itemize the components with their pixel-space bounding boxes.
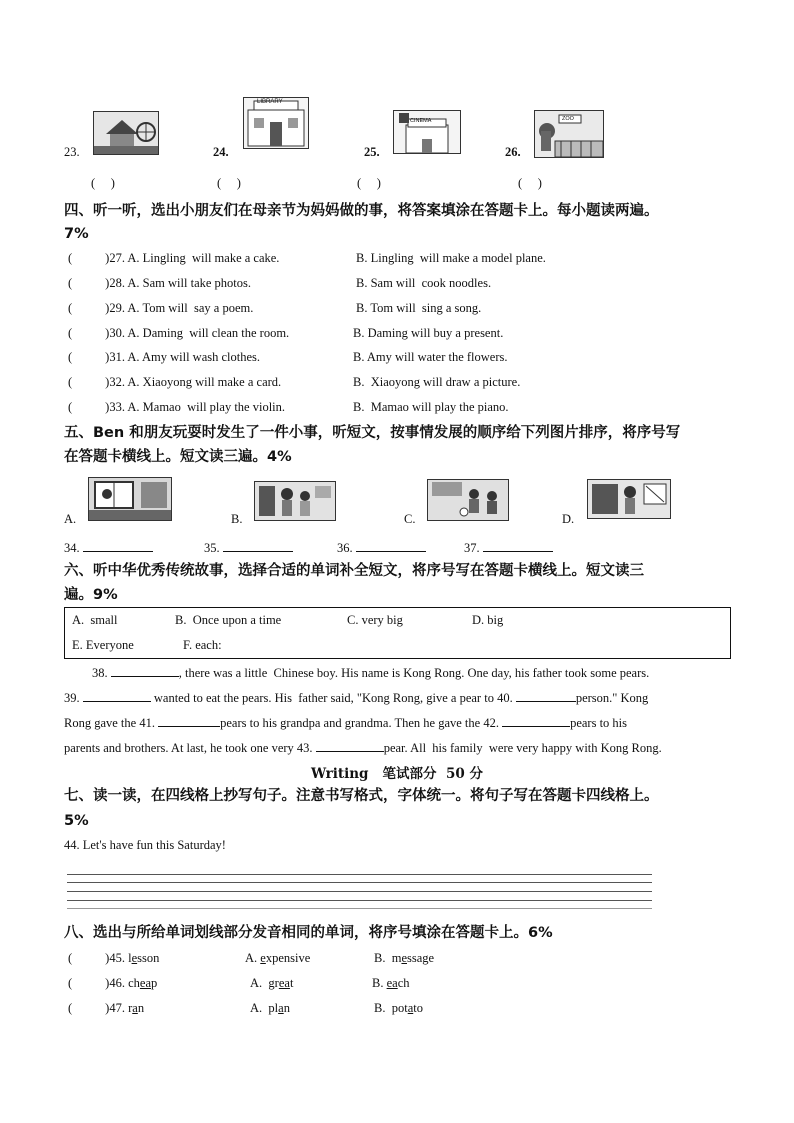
section7-points: 5% [64, 813, 89, 829]
passage-line-4: parents and brothers. At last, he took one very 43. pear. All his family were very happy with Kong Rong. [64, 741, 662, 755]
picture-d-broken-window [587, 479, 671, 519]
list-item: ( )47. ran [68, 1001, 145, 1015]
option-a: A. small [72, 613, 118, 627]
answer-blank-41[interactable] [158, 714, 220, 727]
list-item [68, 251, 279, 266]
answer-paren[interactable]: ( [68, 276, 73, 290]
answer-blank-38[interactable] [111, 664, 179, 677]
picture-label-a: A. [64, 512, 77, 526]
picture-23-park [93, 111, 159, 155]
picture-label-b: B. [231, 512, 243, 526]
section7-title: 七、读一读，在四线格上抄写句子。注意书写格式，字体统一。将句子写在答题卡四线格上。 [64, 788, 659, 804]
answer-paren-26[interactable]: ( ) [518, 176, 542, 190]
grid-line [67, 900, 652, 901]
section5-title-line2: 在答题卡横线上。短文读三遍。4% [64, 449, 292, 465]
section6-title-line2: 遍。9% [64, 587, 118, 603]
section8-title: 八、选出与所给单词划线部分发音相同的单词，将序号填涂在答题卡上。6% [64, 925, 553, 941]
writing-header: Writing 笔试部分 50 分 [311, 766, 483, 782]
answer-paren-23[interactable]: ( ) [91, 176, 115, 190]
section4-title: 四、听一听，选出小朋友们在母亲节为妈妈做的事，将答案填涂在答题卡上。每小题读两遍。 [64, 203, 659, 219]
picture-25-cinema [393, 110, 461, 154]
picture-b-kids [254, 481, 336, 521]
picture-label-c: C. [404, 512, 416, 526]
option-d: D. big [472, 613, 504, 627]
option-b: B. potato [374, 1001, 423, 1015]
answer-paren[interactable]: ( [68, 350, 73, 364]
list-item [68, 276, 251, 291]
picture-c-football [427, 479, 509, 521]
list-item [68, 326, 289, 341]
passage-line-2: 39. wanted to eat the pears. His father said, "Kong Rong, give a pear to 40. person." Kong [64, 691, 649, 705]
option-b: B. Sam will cook noodles. [356, 276, 492, 290]
answer-paren[interactable]: ( [68, 976, 73, 990]
option-a: )30. A. Daming will clean the room. [105, 326, 290, 340]
item-number-26: 26. [505, 145, 521, 159]
item-number-24: 24. [213, 145, 229, 159]
copy-sentence: 44. Let's have fun this Saturday! [64, 838, 226, 852]
option-a: )33. A. Mamao will play the violin. [105, 400, 286, 414]
option-f: F. each: [183, 638, 222, 652]
section5-title-line1: 五、Ben 和朋友玩耍时发生了一件小事，听短文，按事情发展的顺序给下列图片排序，将序号写 [64, 425, 681, 441]
option-b: B. each [372, 976, 410, 990]
answer-blank[interactable] [356, 539, 426, 552]
list-item [68, 375, 281, 390]
list-item [68, 301, 253, 316]
option-b: B. Lingling will make a model plane. [356, 251, 546, 265]
answer-paren-24[interactable]: ( ) [217, 176, 241, 190]
answer-37: 37. [464, 539, 553, 556]
option-b: B. Mamao will play the piano. [353, 400, 509, 414]
picture-a-window [88, 477, 172, 521]
cinema-sign: CINEMA [410, 118, 432, 124]
option-b: B. Daming will buy a present. [353, 326, 504, 340]
passage-line-3: Rong gave the 41. pears to his grandpa and grandma. Then he gave the 42. pears to his [64, 716, 628, 730]
list-item: ( )45. lesson [68, 951, 160, 965]
option-b: B. Xiaoyong will draw a picture. [353, 375, 521, 389]
list-item [68, 400, 285, 415]
answer-paren[interactable]: ( [68, 375, 73, 389]
answer-blank[interactable] [83, 539, 153, 552]
answer-blank[interactable] [223, 539, 293, 552]
option-a: A. plan [250, 1001, 290, 1015]
option-a: )31. A. Amy will wash clothes. [105, 350, 261, 364]
answer-paren[interactable]: ( [68, 400, 73, 414]
answer-blank-42[interactable] [502, 714, 570, 727]
answer-34: 34. [64, 539, 153, 556]
option-e: E. Everyone [72, 638, 134, 652]
answer-paren[interactable]: ( [68, 1001, 73, 1015]
list-item [68, 350, 260, 365]
option-a: )32. A. Xiaoyong will make a card. [105, 375, 282, 389]
library-sign: LIBRARY [257, 99, 283, 105]
section4-points: 7% [64, 226, 89, 242]
option-a: A. great [250, 976, 294, 990]
answer-paren[interactable]: ( [68, 251, 73, 265]
zoo-sign: ZOO [562, 116, 574, 122]
option-b: B. Tom will sing a song. [356, 301, 482, 315]
option-b: B. Once upon a time [175, 613, 282, 627]
answer-paren[interactable]: ( [68, 951, 73, 965]
option-c: C. very big [347, 613, 403, 627]
picture-label-d: D. [562, 512, 575, 526]
grid-line [67, 891, 652, 892]
grid-line [67, 874, 652, 875]
list-item: ( )46. cheap [68, 976, 158, 990]
section6-title-line1: 六、听中华优秀传统故事，选择合适的单词补全短文，将序号写在答题卡横线上。短文读三 [64, 563, 644, 579]
answer-paren-25[interactable]: ( ) [357, 176, 381, 190]
option-a: )28. A. Sam will take photos. [105, 276, 251, 290]
answer-paren[interactable]: ( [68, 301, 73, 315]
answer-blank-40[interactable] [516, 689, 576, 702]
answer-paren[interactable]: ( [68, 326, 73, 340]
answer-blank-43[interactable] [316, 739, 384, 752]
grid-line [67, 908, 652, 909]
option-b: B. message [374, 951, 435, 965]
option-a: )29. A. Tom will say a poem. [105, 301, 254, 315]
option-a: )27. A. Lingling will make a cake. [105, 251, 280, 265]
option-b: B. Amy will water the flowers. [353, 350, 508, 364]
answer-36: 36. [337, 539, 426, 556]
answer-35: 35. [204, 539, 293, 556]
passage-line-1: 38. , there was a little Chinese boy. His name is Kong Rong. One day, his father took some pears. [92, 666, 650, 680]
option-a: A. expensive [245, 951, 311, 965]
item-number-23: 23. [64, 145, 80, 159]
grid-line [67, 882, 652, 883]
answer-blank[interactable] [483, 539, 553, 552]
answer-blank-39[interactable] [83, 689, 151, 702]
item-number-25: 25. [364, 145, 380, 159]
